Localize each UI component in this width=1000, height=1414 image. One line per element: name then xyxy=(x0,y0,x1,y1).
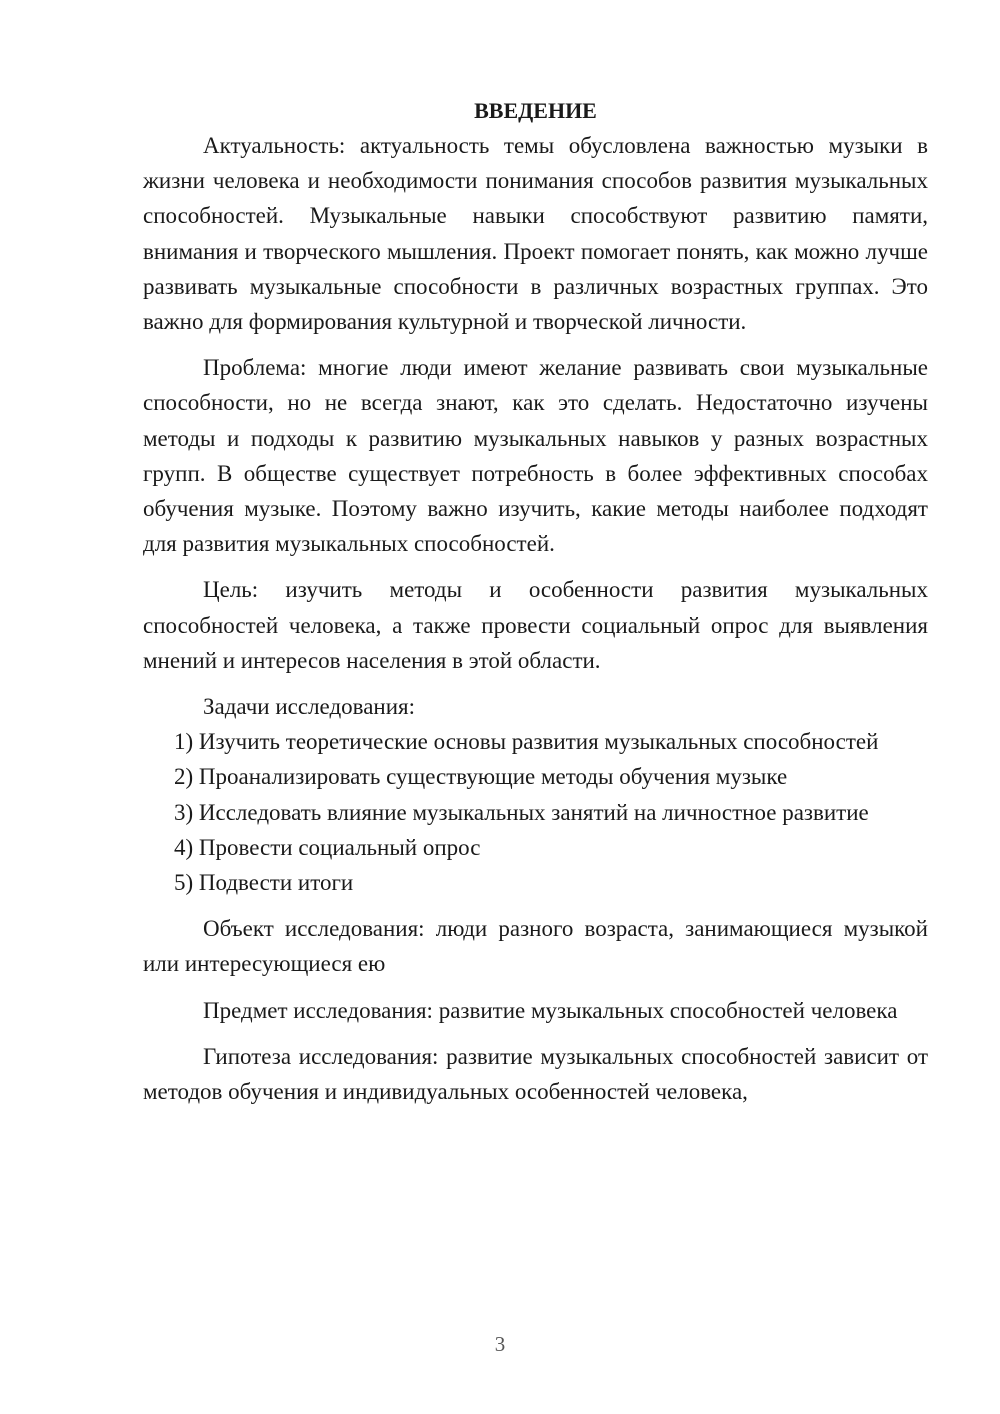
page-number: 3 xyxy=(494,1332,506,1356)
paragraph-subject: Предмет исследования: развитие музыкальных способностей человека xyxy=(203,997,898,1023)
task-item-5: 5) Подвести итоги xyxy=(174,870,354,896)
paragraph-object: Объект исследования: люди разного возраста, занимающиеся музыкой или интересующиеся ею xyxy=(143,916,928,977)
paragraph-goal: Цель: изучить методы и особенности развития музыкальных способностей человека, а также провести социальный опрос для выявления мнений и интересов населения в этой области. xyxy=(143,577,928,673)
task-item-4: 4) Провести социальный опрос xyxy=(174,834,481,860)
task-item-1: 1) Изучить теоретические основы развития музыкальных способностей xyxy=(174,729,879,755)
paragraph-tasks-heading: Задачи исследования: xyxy=(203,694,416,720)
task-item-2: 2) Проанализировать существующие методы обучения музыке xyxy=(174,764,788,790)
task-item-3: 3) Исследовать влияние музыкальных занятий на личностное развитие xyxy=(174,799,869,825)
paragraph-problem: Проблема: многие люди имеют желание развивать свои музыкальные способности, но не всегда знают, как это сделать. Недостаточно изучены методы и подходы к развитию музыкальных навыков у разных возрастных групп. В обществе существует потребность в более эффективных способах обучения музыке. Поэтому важно изучить, какие методы наиболее подходят для развития музыкальных способностей. xyxy=(143,355,928,557)
document-page xyxy=(143,93,928,1109)
section-title: ВВЕДЕНИЕ xyxy=(474,98,597,123)
paragraph-hypothesis: Гипотеза исследования: развитие музыкальных способностей зависит от методов обучения и индивидуальных особенностей человека, xyxy=(143,1043,928,1105)
paragraph-relevance: Актуальность: актуальность темы обусловлена важностью музыки в жизни человека и необходимости понимания способов развития музыкальных способностей. Музыкальные навыки способствуют развитию памяти, внимания и творческого мышления. Проект помогает понять, как можно лучше развивать музыкальные способности в различных возрастных группах. Это важно для формирования культурной и творческой личности. xyxy=(143,133,928,335)
